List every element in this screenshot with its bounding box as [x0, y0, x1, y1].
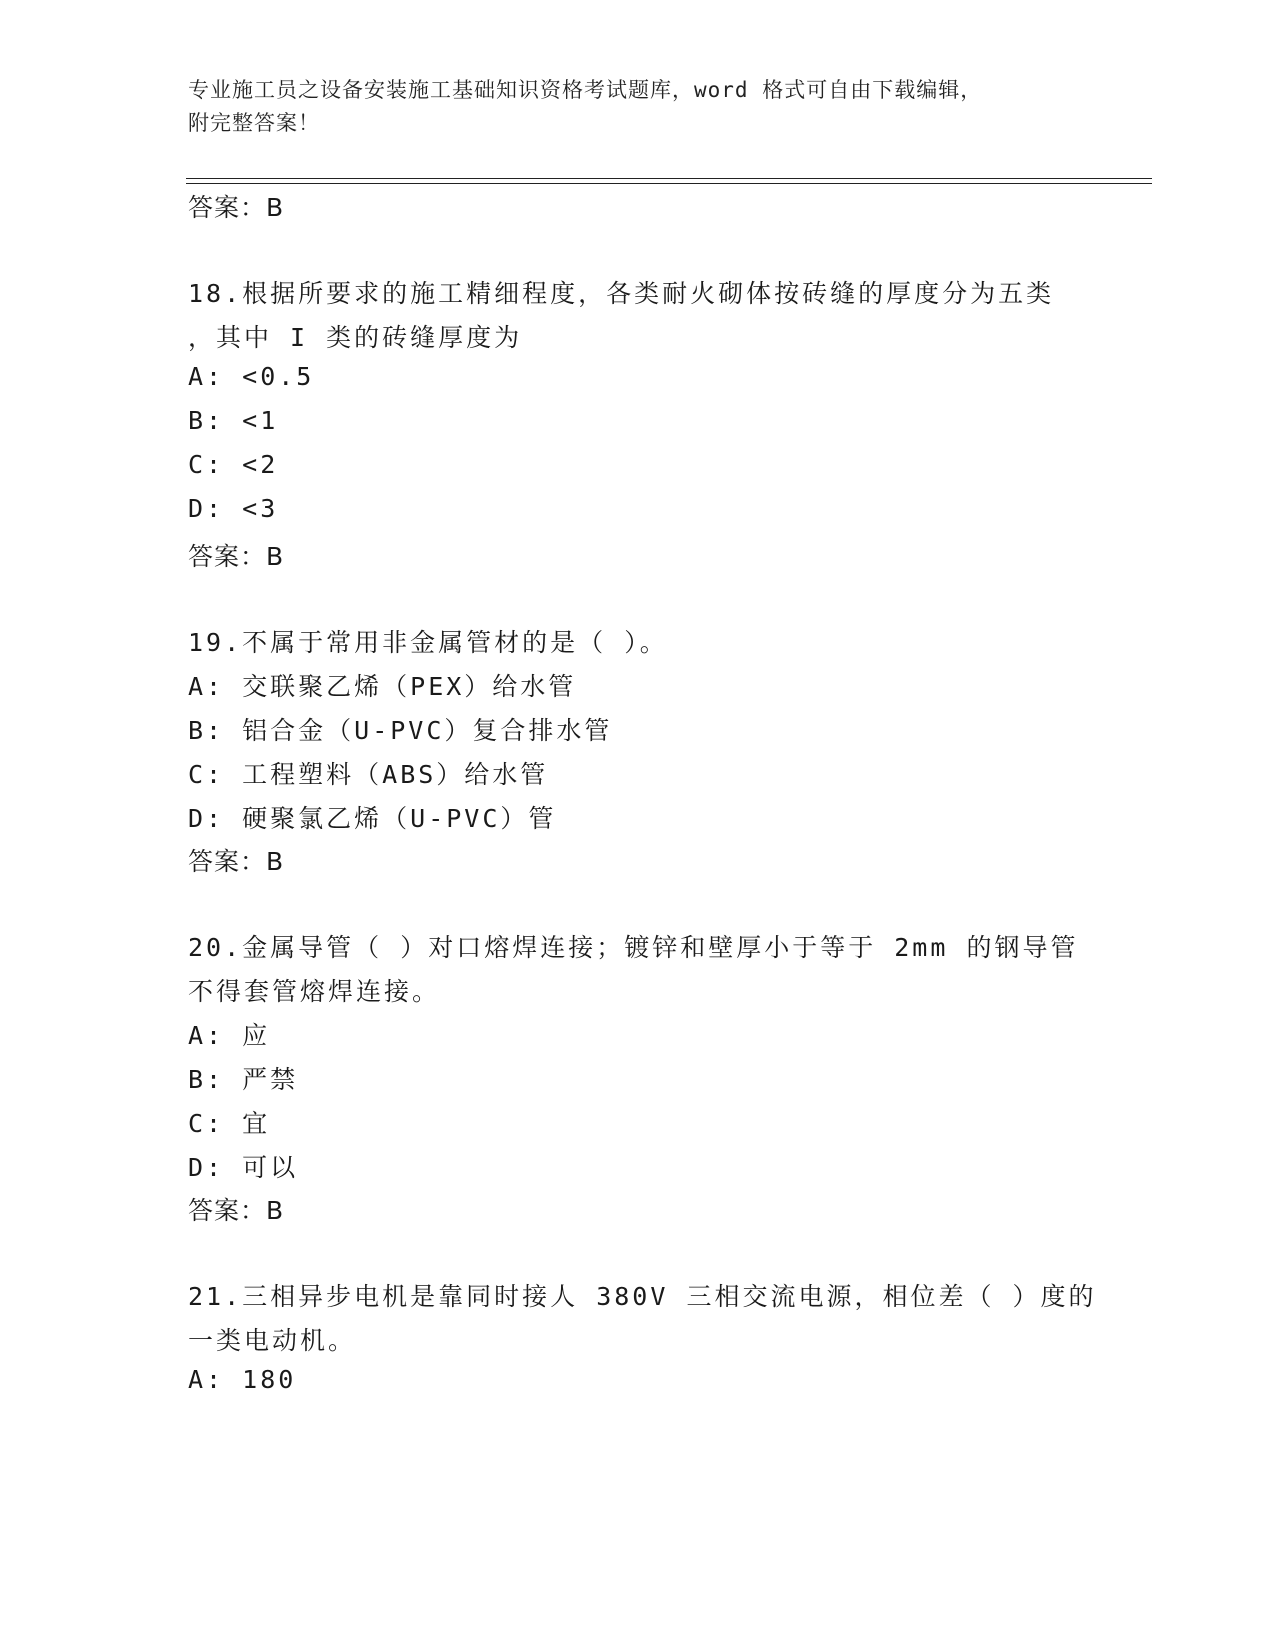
q20-stem-line-1: 20.金属导管（ ）对口熔焊连接；镀锌和壁厚小于等于 2mm 的钢导管 [188, 933, 1079, 962]
q20-option-c: C: 宜 [188, 1109, 271, 1138]
q19-option-b: B: 铝合金（U-PVC）复合排水管 [188, 716, 613, 745]
q18-option-b: B: <1 [188, 406, 279, 435]
header-line-2: 附完整答案！ [188, 111, 320, 135]
header-divider-bottom [186, 183, 1152, 184]
q18-option-c: C: <2 [188, 450, 279, 479]
previous-answer: 答案：B [188, 193, 285, 222]
q20-answer: 答案：B [188, 1196, 285, 1225]
q18-option-a: A: <0.5 [188, 362, 315, 391]
q19-option-d: D: 硬聚氯乙烯（U-PVC）管 [188, 804, 557, 833]
q19-stem-line-1: 19.不属于常用非金属管材的是（ ）。 [188, 628, 668, 657]
q18-stem-line-1: 18.根据所要求的施工精细程度，各类耐火砌体按砖缝的厚度分为五类 [188, 279, 1055, 308]
header-divider-top [186, 178, 1152, 179]
q19-option-a: A: 交联聚乙烯（PEX）给水管 [188, 672, 577, 701]
q21-option-a: A: 180 [188, 1365, 297, 1394]
q20-option-d: D: 可以 [188, 1153, 299, 1182]
q20-stem-line-2: 不得套管熔焊连接。 [188, 977, 441, 1006]
q18-stem-line-2: ，其中 I 类的砖缝厚度为 [188, 323, 523, 352]
q21-stem-line-2: 一类电动机。 [188, 1326, 357, 1355]
page-header [188, 74, 1088, 140]
header-line-1: 专业施工员之设备安装施工基础知识资格考试题库，word 格式可自由下载编辑， [188, 78, 983, 102]
q21-stem-line-1: 21.三相异步电机是靠同时接人 380V 三相交流电源，相位差（ ）度的 [188, 1282, 1097, 1311]
q19-answer: 答案：B [188, 847, 285, 876]
q19-option-c: C: 工程塑料（ABS）给水管 [188, 760, 549, 789]
q20-option-a: A: 应 [188, 1021, 271, 1050]
q18-answer: 答案：B [188, 542, 285, 571]
q20-option-b: B: 严禁 [188, 1065, 299, 1094]
q18-option-d: D: <3 [188, 494, 279, 523]
